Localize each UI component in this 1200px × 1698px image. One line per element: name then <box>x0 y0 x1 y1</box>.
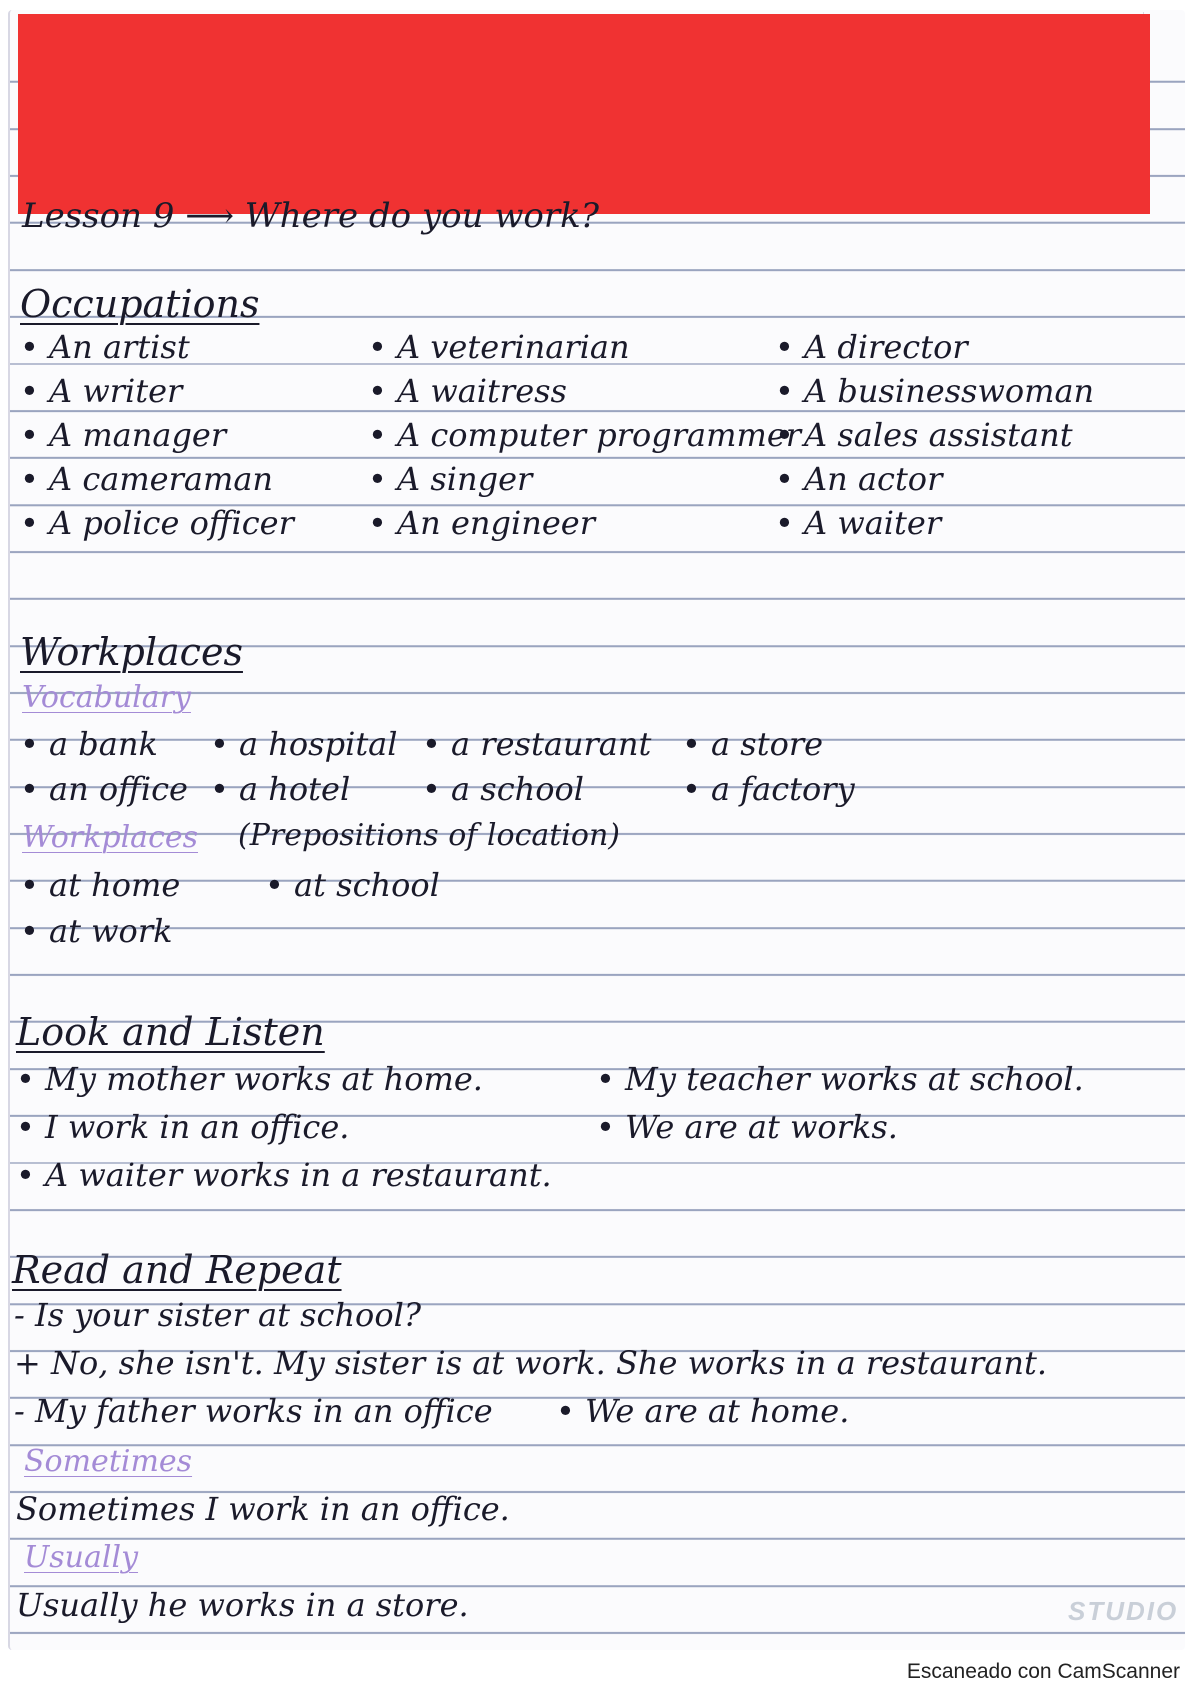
workplace-item: • a hotel <box>210 770 351 808</box>
occupation-item: • A singer <box>368 460 533 498</box>
occupation-item: • A director <box>775 328 968 366</box>
occupation-item: • A cameraman <box>20 460 274 498</box>
workplace-item: • a restaurant <box>422 725 652 763</box>
occupation-item: • A veterinarian <box>368 328 630 366</box>
sometimes-label: Sometimes <box>24 1444 193 1479</box>
look-listen-heading: Look and Listen <box>16 1010 325 1054</box>
occupation-item: • A computer programmer <box>368 416 802 454</box>
dialogue-line: - Is your sister at school? <box>14 1296 421 1334</box>
example-sentence: • I work in an office. <box>16 1108 350 1146</box>
lesson-title: Lesson 9 ⟶ Where do you work? <box>22 196 599 236</box>
occupation-item: • A sales assistant <box>775 416 1073 454</box>
occupation-item: • An artist <box>20 328 190 366</box>
workplaces-heading: Workplaces <box>20 630 243 674</box>
preposition-item: • at home <box>20 866 181 904</box>
workplace-item: • a store <box>682 725 824 763</box>
workplace-item: • an office <box>20 770 188 808</box>
studio-stamp: STUDIO <box>1068 1596 1179 1626</box>
example-sentence: • My teacher works at school. <box>596 1060 1084 1098</box>
occupation-item: • An actor <box>775 460 943 498</box>
usually-sentence: Usually he works in a store. <box>16 1586 469 1624</box>
preposition-item: • at school <box>265 866 440 904</box>
workplace-item: • a hospital <box>210 725 398 763</box>
usually-label: Usually <box>24 1540 139 1575</box>
workplace-item: • a school <box>422 770 585 808</box>
occupation-item: • A waitress <box>368 372 567 410</box>
read-repeat-heading: Read and Repeat <box>12 1248 342 1292</box>
dialogue-line: - My father works in an office <box>14 1392 493 1430</box>
vocabulary-label: Vocabulary <box>22 680 191 715</box>
occupation-item: • An engineer <box>368 504 595 542</box>
example-sentence: • My mother works at home. <box>16 1060 483 1098</box>
occupation-item: • A writer <box>20 372 183 410</box>
preposition-item: • at work <box>20 912 173 950</box>
prepositions-note: (Prepositions of location) <box>238 818 620 853</box>
occupation-item: • A manager <box>20 416 227 454</box>
example-sentence: • We are at works. <box>596 1108 898 1146</box>
occupation-item: • A businesswoman <box>775 372 1095 410</box>
example-sentence: • A waiter works in a restaurant. <box>16 1156 552 1194</box>
dialogue-line: • We are at home. <box>556 1392 850 1430</box>
redaction-block <box>18 14 1150 214</box>
dialogue-line: + No, she isn't. My sister is at work. She works in a restaurant. <box>14 1344 1048 1382</box>
workplace-item: • a bank <box>20 725 158 763</box>
occupation-item: • A waiter <box>775 504 942 542</box>
workplace-item: • a factory <box>682 770 855 808</box>
sometimes-sentence: Sometimes I work in an office. <box>16 1490 510 1528</box>
occupations-heading: Occupations <box>20 282 260 326</box>
workplaces-prep-label: Workplaces <box>22 820 199 855</box>
scanner-footer: Escaneado con CamScanner <box>906 1660 1180 1683</box>
occupation-item: • A police officer <box>20 504 294 542</box>
